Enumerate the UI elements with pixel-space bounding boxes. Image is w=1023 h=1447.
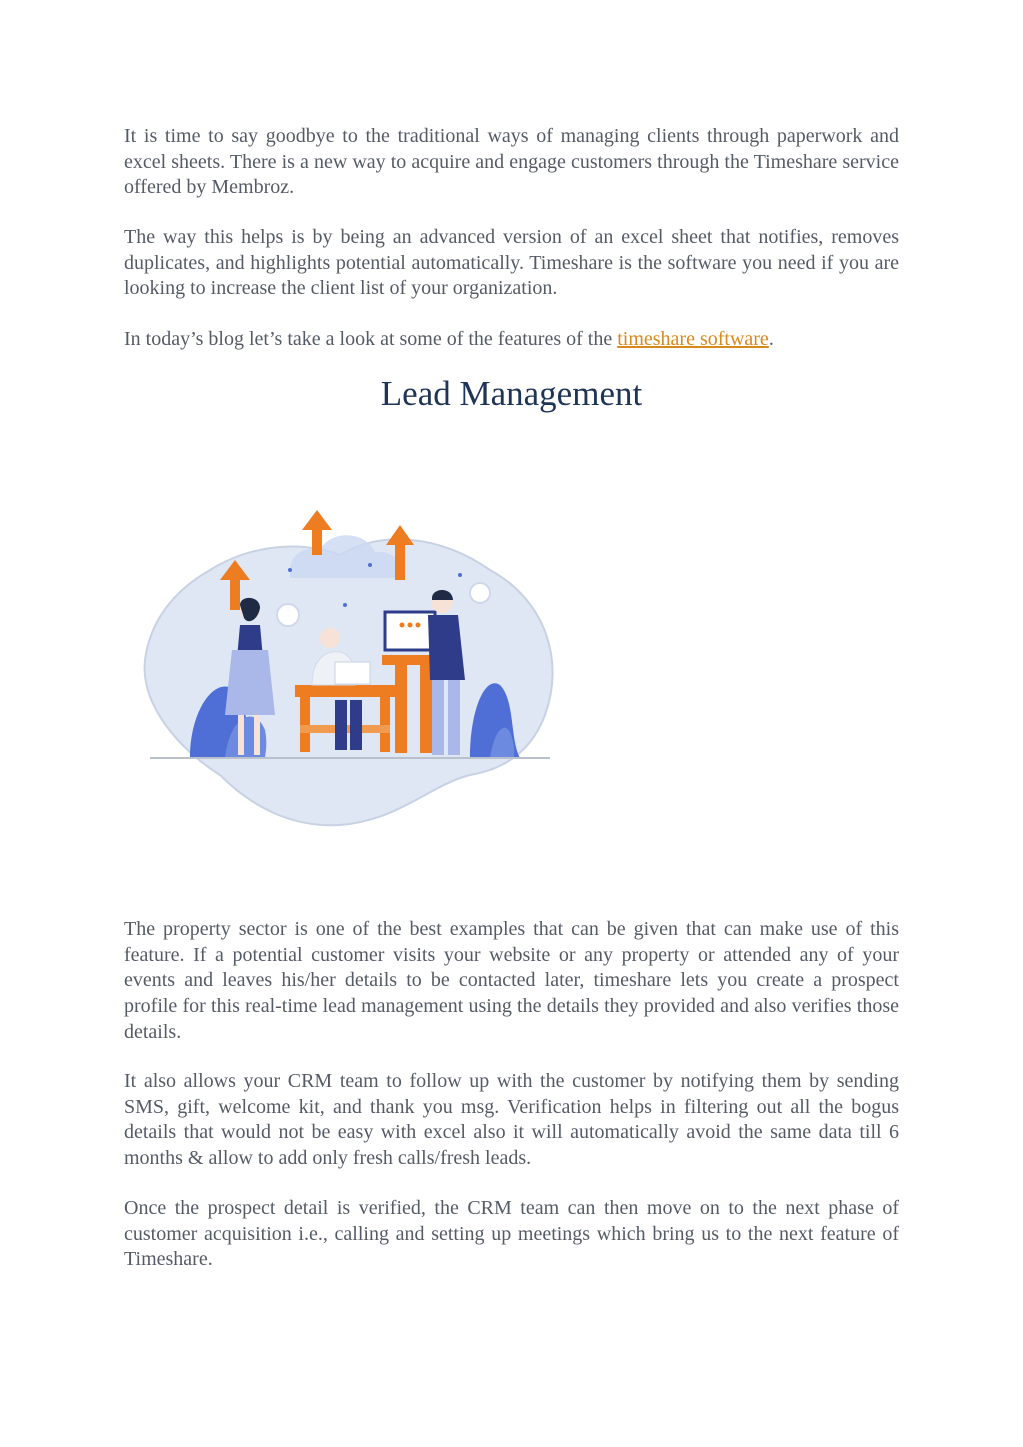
lead-management-illustration: [140, 500, 560, 830]
property-paragraph: The property sector is one of the best examples that can be given that can make use of this feature. If a potential customer visits your website or any property or attended any of your events and leaves his/her details to be contacted later, timeshare lets you create a prospect profile for this real-time lead management using the details they provided and also verifies those details.: [124, 918, 899, 1043]
wifi-icon: [277, 604, 299, 626]
followup-paragraph: It also allows your CRM team to follow up with the customer by notifying them by sending SMS, gift, welcome kit, and thank you msg. Verification helps in filtering out all the bogus details that would not be easy with excel also it will automatically avoid the same data till 6 months & allow to add only fresh calls/fresh leads.: [124, 1070, 899, 1170]
blog-prefix-text: In today’s blog let’s take a look at some of the features of the: [124, 328, 618, 350]
desk: [295, 685, 395, 697]
monitor-icon: [385, 612, 435, 650]
blog-suffix-text: .: [768, 328, 774, 350]
laptop-icon: [335, 662, 370, 684]
blog-paragraph: [124, 327, 899, 353]
helps-paragraph: The way this helps is by being an advanced version of an excel sheet that notifies, removes duplicates, and highlights potential automatically. Timeshare is the software you need if you are looking to increase the client list of your organization.: [124, 226, 899, 300]
seated-person-head: [320, 628, 340, 648]
intro-paragraph: It is time to say goodbye to the traditional ways of managing clients through paperwork and excel sheets. There is a new way to acquire and engage customers through the Timeshare service offered by Membroz.: [124, 125, 899, 199]
timeshare-software-link[interactable]: timeshare software: [617, 328, 769, 350]
section-heading: Lead Management: [380, 374, 643, 413]
verified-paragraph: Once the prospect detail is verified, the CRM team can then move on to the next phase of customer acquisition i.e., calling and setting up meetings which bring us to the next feature of Timeshare.: [124, 1197, 899, 1271]
